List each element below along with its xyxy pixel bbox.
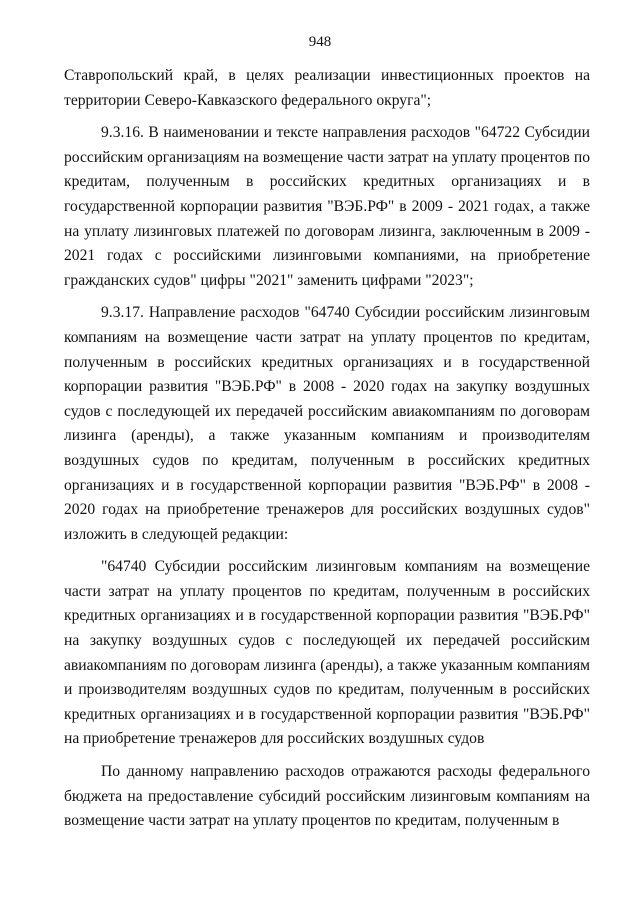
paragraph-description: По данному направлению расходов отражаются расходы федерального бюджета на предоставление субсидий российским лизинговым компаниям на возмещение части затрат на уплату процентов по кредитам, полученным в (64, 763, 590, 830)
document-body (64, 64, 590, 834)
paragraph-64740-definition: "64740 Субсидии российским лизинговым компаниям на возмещение части затрат на уплату процентов по кредитам, полученным в российских кредитных организациях и в государственной корпорации развития "ВЭБ.РФ" на закупку воздушных судов с последующей их передачей российским авиакомпаниям по договорам лизинга (аренды), а также указанным компаниям и производителям воздушных судов по кредитам, полученным в российских кредитных организациях и в государственной корпорации развития "ВЭБ.РФ" на приобретение тренажеров для российских воздушных судов (64, 558, 590, 748)
paragraph-continuation: Ставропольский край, в целях реализации инвестиционных проектов на территории Северо-Кавказского федерального округа"; (64, 67, 590, 109)
page-number: 948 (308, 34, 332, 50)
paragraph-9-3-16: 9.3.16. В наименовании и тексте направления расходов "64722 Субсидии российским организациям на возмещение части затрат на уплату процентов по кредитам, полученным в российских кредитных организациях и в государственной корпорации развития "ВЭБ.РФ" в 2009 - 2021 годах, а также на уплату лизинговых платежей по договорам лизинга, заключенным в 2009 - 2021 годах с российскими лизинговыми компаниями, на приобретение гражданских судов" цифры "2021" заменить цифрами "2023"; (64, 124, 590, 289)
paragraph-9-3-17: 9.3.17. Направление расходов "64740 Субсидии российским лизинговым компаниям на возмещение части затрат на уплату процентов по кредитам, полученным в российских кредитных организациях и в государственной корпорации развития "ВЭБ.РФ" в 2008 - 2020 годах на закупку воздушных судов с последующей их передачей российским авиакомпаниям по договорам лизинга (аренды), а также указанным компаниям и производителям воздушных судов по кредитам, полученным в российских кредитных организациях и в государственной корпорации развития "ВЭБ.РФ" в 2008 - 2020 годах на приобретение тренажеров для российских воздушных судов" изложить в следующей редакции: (64, 304, 590, 543)
